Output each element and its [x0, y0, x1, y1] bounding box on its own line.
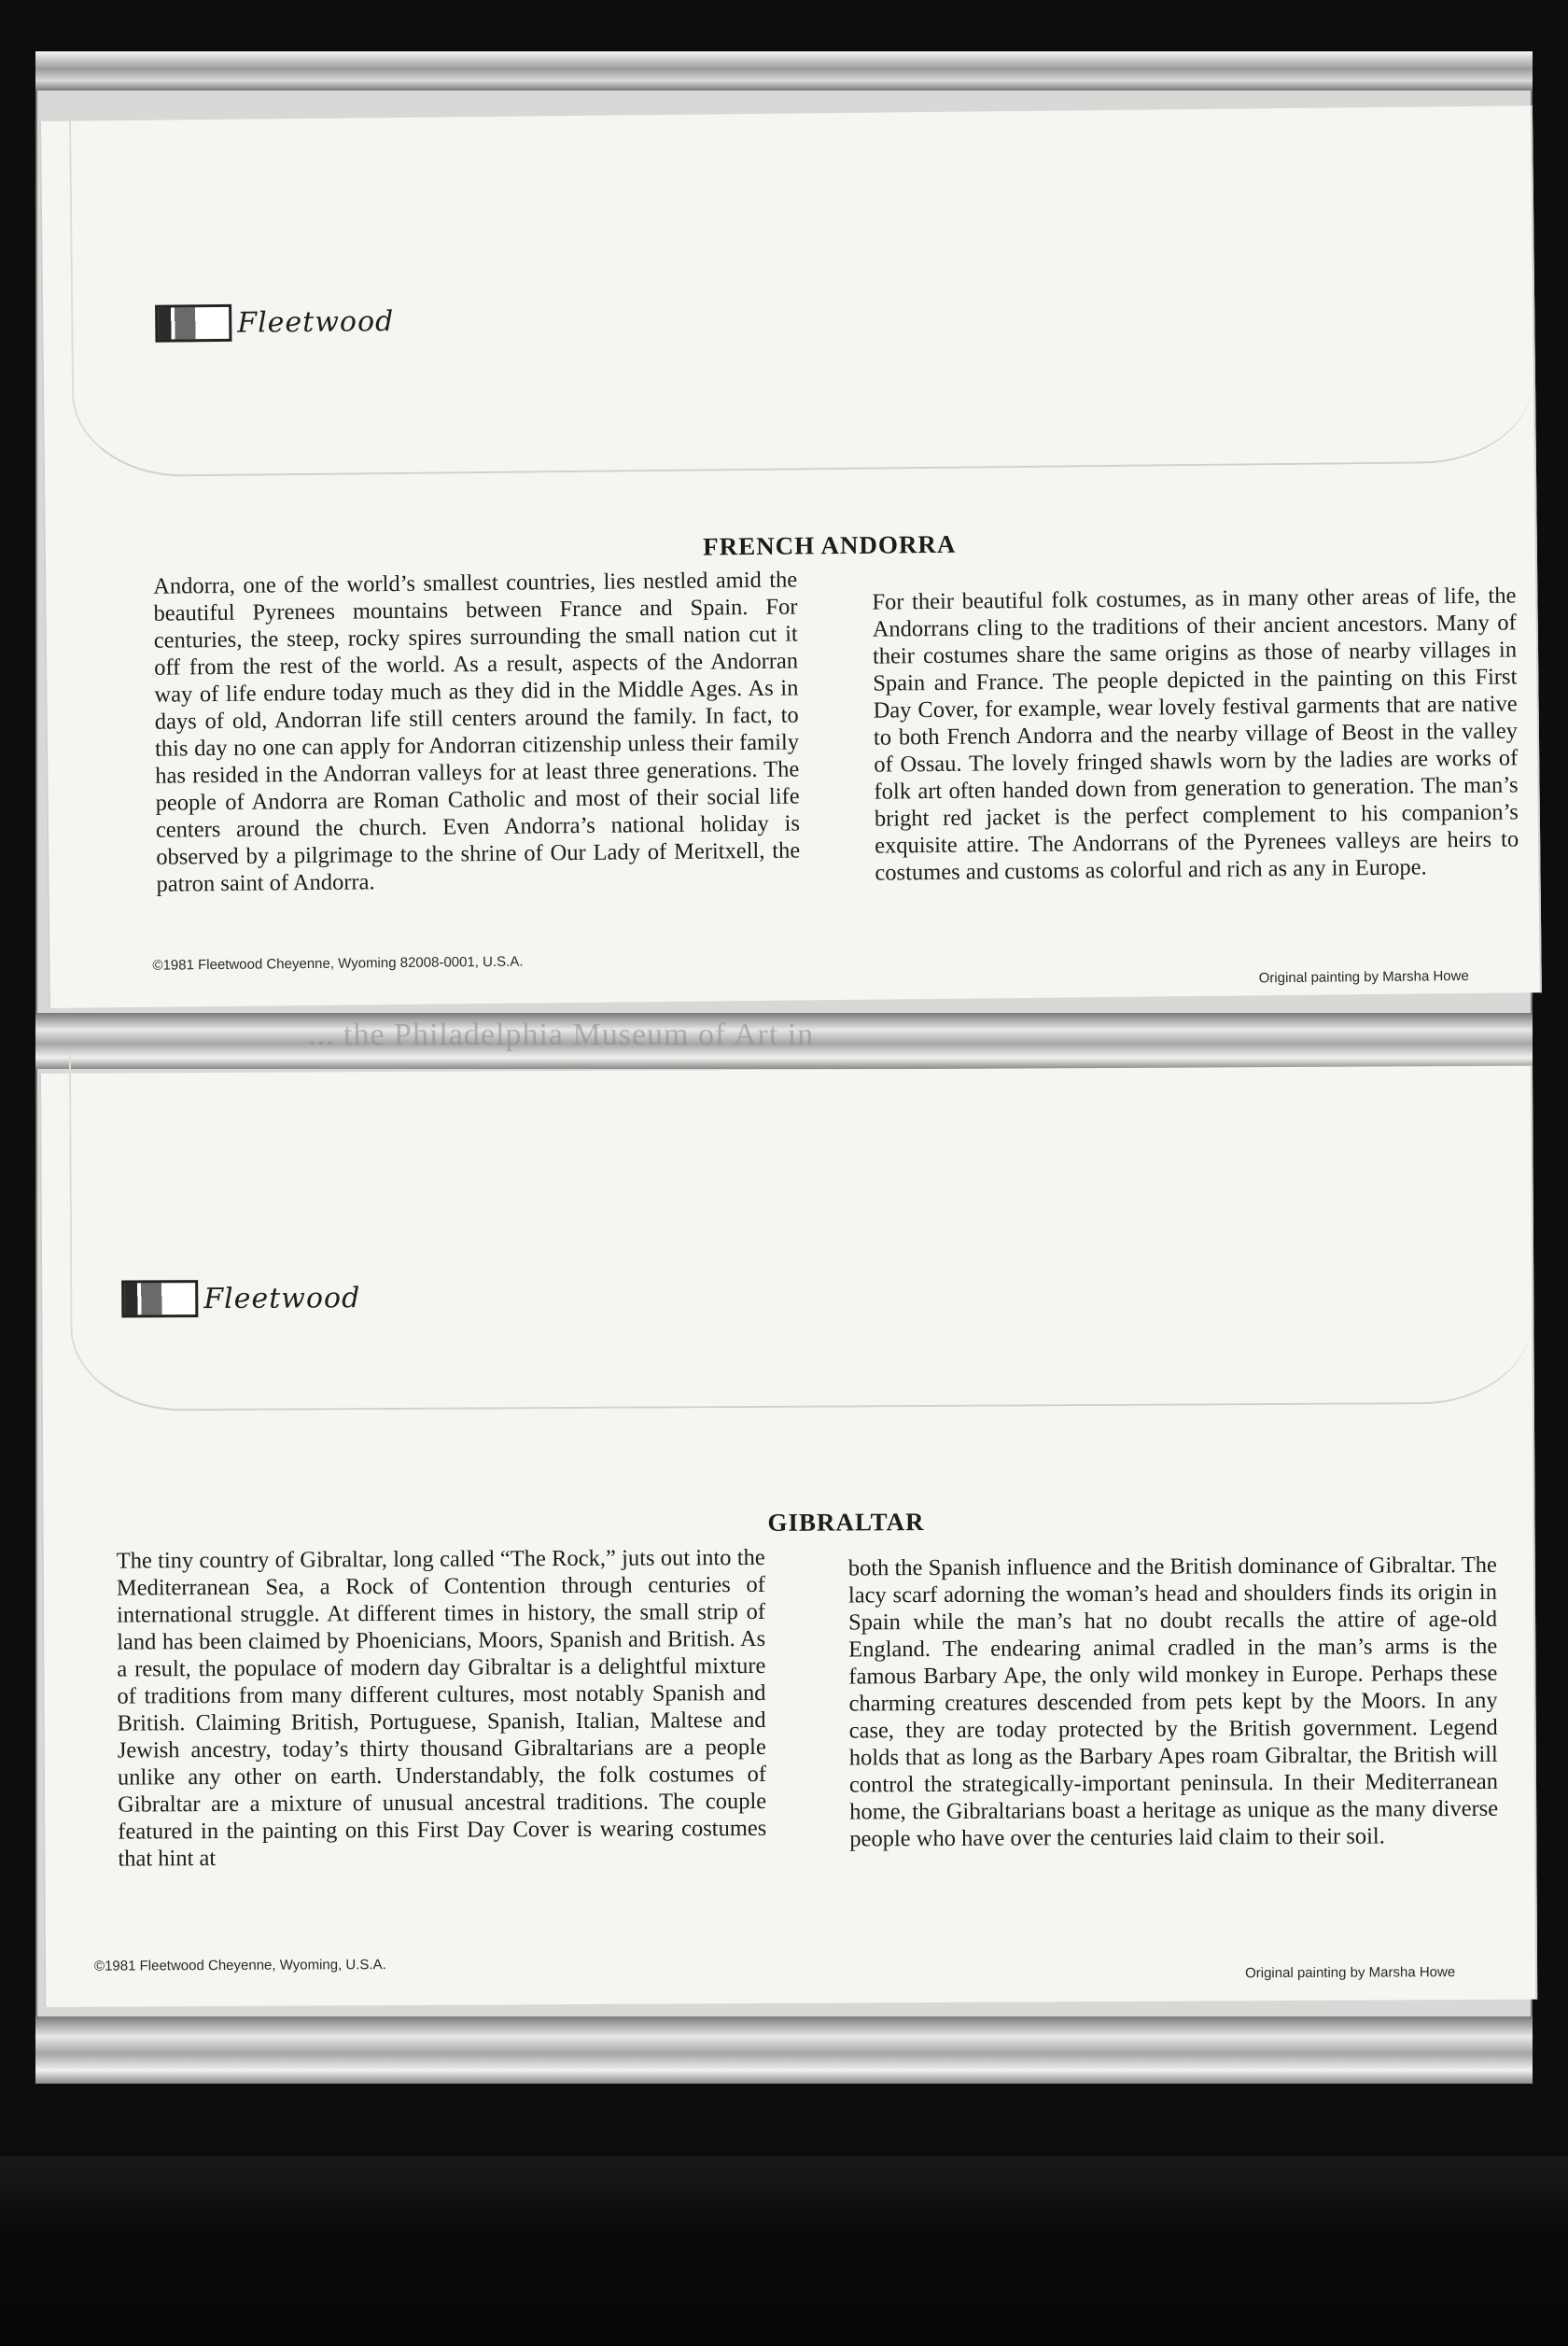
fleetwood-logo [155, 302, 394, 343]
copyright-notice: ©1981 Fleetwood Cheyenne, Wyoming, U.S.A. [93, 1957, 386, 1974]
sleeve-edge-top [35, 51, 1533, 91]
description-left-column [153, 567, 801, 898]
cover-gibraltar [39, 1066, 1537, 2007]
painting-credit: Original painting by Marsha Howe [1258, 968, 1469, 987]
description-right-text: For their beautiful folk costumes, as in many other areas of life, the Andorrans cling to the traditions of their ancient ancestors. Many of their costumes share the same origins as those of nearby villages in Spain and France. The people depicted in the painting on this First Day Cover, for example, wear lovely festival garments that are native to both French Andorra and the nearby village of Beost in the valley of Ossau. The lovely fringed shawls worn by the ladies are works of folk art often handed down from generation to generation. The man’s bright red jacket is the perfect complement to his companion’s exquisite attire. The Andorrans of the Pyrenees valleys are heirs to costumes and customs as colorful and rich as any in Europe. [872, 583, 1519, 886]
description-left-text: The tiny country of Gibraltar, long called “The Rock,” juts out into the Mediterranean Sea, a Rock of Contention through centuries of international struggle. At different times in history, the small strip of land has been claimed by Phoenicians, Moors, Spanish and British. As a result, the populace of modern day Gibraltar is a delightful mixture of traditions from many different cultures, most notably Spanish and British. Claiming British, Portuguese, Spanish, Italian, Maltese and Jewish ancestry, today’s thirty thousand Gibraltarians are a people unlike any other on earth. Understandably, the folk costumes of Gibraltar are a mixture of unusual ancestral traditions. The couple featured in the painting on this First Day Cover is wearing costumes that hint at [116, 1544, 767, 1872]
description-left-column [117, 1544, 767, 1873]
fleetwood-logo-wordmark: Fleetwood [237, 304, 395, 340]
fleetwood-logo-mark [121, 1280, 198, 1317]
description-left-text: Andorra, one of the world’s smallest countries, lies nestled amid the beautiful Pyrenees mountains between France and Spain. For centuries, the steep, rocky spires surrounding the small nation cut it off from the rest of the world. As a result, aspects of the Andorran way of life endure today much as they did in the Middle Ages. As in days of old, Andorran life still centers around the family. In fact, to this day no one can apply for Andorran citizenship unless their family has resided in the Andorran valleys for at least three generations. The people of Andorra are Roman Catholic and most of their social life centers around the church. Even Andorra’s national holiday is observed by a pilgrimage to the shrine of Our Lady of Meritxell, the patron saint of Andorra. [153, 567, 801, 897]
envelope-flap-outline [69, 105, 1534, 477]
fleetwood-logo [121, 1279, 360, 1317]
fleetwood-logo-mark [155, 304, 231, 343]
wooden-surface [0, 2156, 1568, 2346]
sleeve-edge-bottom [35, 2016, 1533, 2084]
painting-credit: Original painting by Marsha Howe [1245, 1964, 1456, 1982]
cover-title: GIBRALTAR [767, 1508, 925, 1537]
cover-french-andorra [39, 105, 1542, 1008]
envelope-flap-outline [69, 1047, 1533, 1412]
cover-title: FRENCH ANDORRA [703, 529, 957, 561]
description-right-column [848, 1552, 1499, 1853]
fleetwood-logo-wordmark: Fleetwood [203, 1281, 361, 1315]
description-right-text: both the Spanish influence and the British dominance of Gibraltar. The lacy scarf adorning the woman’s head and shoulders finds its origin in Spain while the man’s hat no doubt recalls the attire of age-old England. The endearing animal cradled in the man’s arms is the famous Barbary Ape, the only wild monkey in Europe. Perhaps these charming creatures descended from pets kept by the Moors. In any case, they are today protected by the British government. Legend holds that as long as the Barbary Apes roam Gibraltar, the British will control the strategically-important peninsula. In their Mediterranean home, the Gibraltarians boast a heritage as unique as the many diverse people who have over the centuries laid claim to their soil. [847, 1552, 1499, 1852]
copyright-notice: ©1981 Fleetwood Cheyenne, Wyoming 82008-0001, U.S.A. [152, 953, 524, 974]
description-right-column [872, 582, 1519, 886]
show-through-text-line: ... the Philadelphia Museum of Art in [308, 1018, 815, 1052]
